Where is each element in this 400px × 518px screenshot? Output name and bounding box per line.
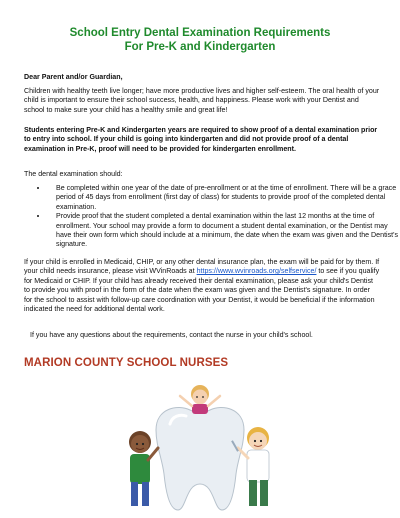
list-item: • Provide proof that the student completed a dental examination within the last 12 months at the time of enrollment. Your school may provide a form to document a student dental examination, or the Dentist may have their own form which should include at a minimum, the date when the exam was given and the Dentist's signature.: [48, 212, 400, 250]
exam-requirements-list: [24, 184, 400, 250]
document-title: School Entry Dental Examination Requirements: [69, 27, 331, 39]
child-left-illustration: [129, 431, 158, 506]
intro-paragraph: Children with healthy teeth live longer; have more productive lives and higher self-esteem. The oral health of your child is important to ensure their school success, health, and happiness. Please work with your Dentist and school to make sure your child has a healthy smile and great life!: [24, 87, 380, 114]
exam-should-label: The dental examination should:: [24, 170, 123, 178]
signoff-heading: MARION COUNTY SCHOOL NURSES: [24, 357, 229, 369]
requirement-paragraph: Students entering Pre-K and Kindergarten years are required to show proof of a dental examination prior to entry into school. If your child is going into kindergarten and did not provide proof of a dental examination in Pre-K, proof will need to be provided for kindergarten enrollment.: [24, 126, 378, 153]
children-tooth-illustration: [118, 384, 282, 514]
medicaid-paragraph: [24, 258, 380, 314]
greeting: Dear Parent and/or Guardian,: [24, 73, 123, 81]
tooth-icon: [156, 407, 244, 510]
list-item: • Be completed within one year of the date of pre-enrollment or at the time of enrollment. There will be a grace period of 45 days from enrollment (first day of class) for students to provide proof of the completed dental examination.: [48, 184, 400, 212]
questions-paragraph: If you have any questions about the requirements, contact the nurse in your child's school.: [30, 331, 313, 339]
medicaid-text-before: If your child is enrolled in Medicaid, CHIP, or any other dental insurance plan, the exam will be paid for by them. If your child needs insurance, please visit WVinRoads at: [24, 258, 380, 276]
medicaid-text-after: to see if you qualify for Medicaid or CHIP. If your child has already received their dental examination, please ask your child's Dentist to provide you with proof in the form of the date when the exam was given and the Dentist's signature. In order for the school to assist with follow-up care coordination with your Dentist, it would be beneficial if the information indicated the need for additional dental work.: [24, 267, 380, 314]
wvinroads-link[interactable]: https://www.wvinroads.org/selfservice/: [196, 267, 317, 276]
document-subtitle: For Pre-K and Kindergarten: [124, 41, 276, 53]
